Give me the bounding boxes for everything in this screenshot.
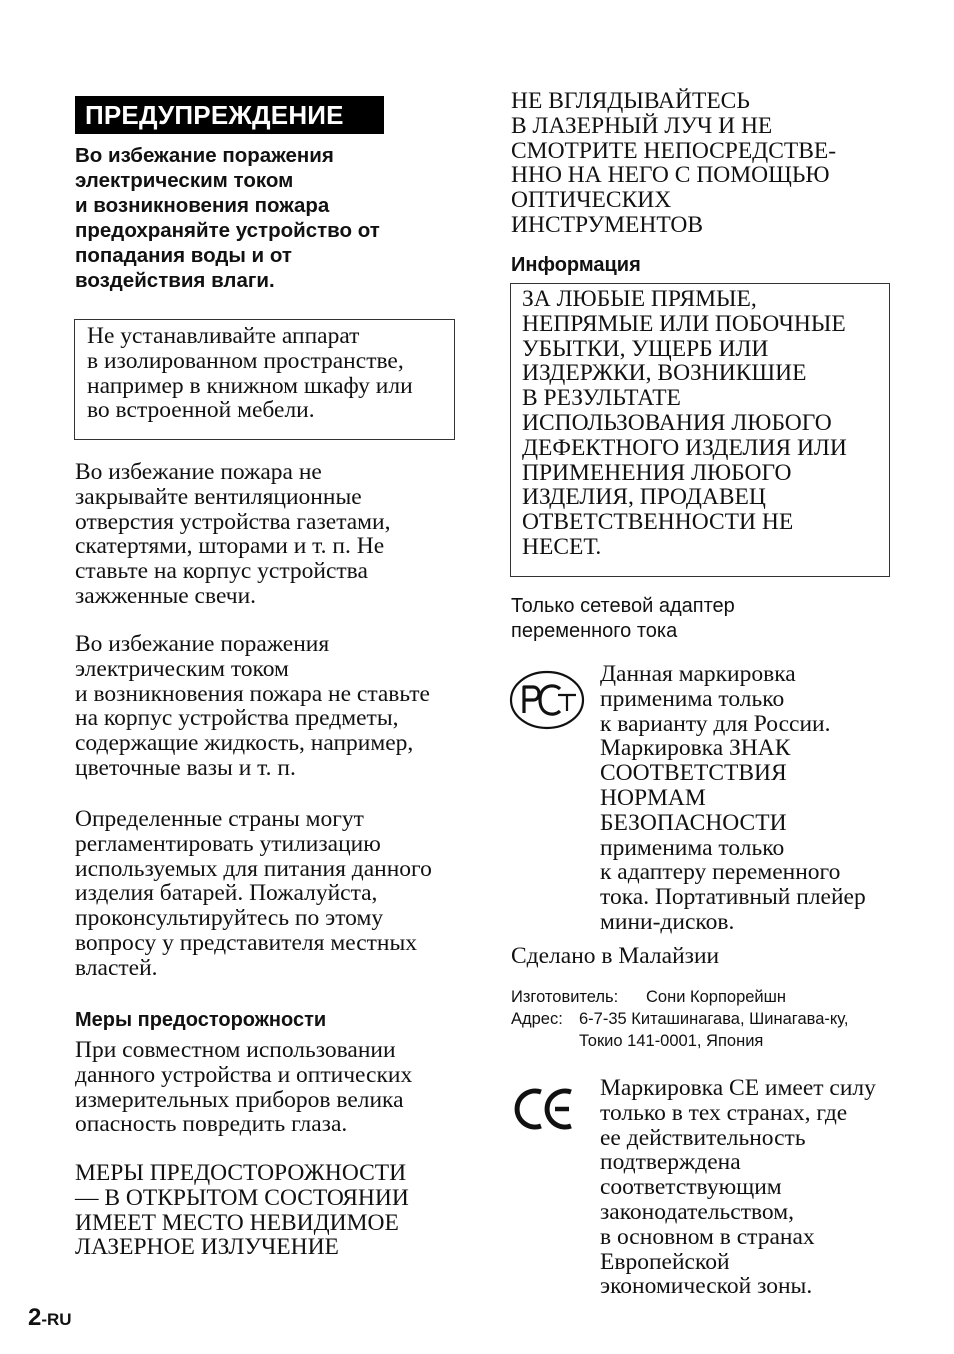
page-number-value: 2 <box>28 1304 42 1331</box>
pct-certification-logo <box>508 669 586 731</box>
address-label: Адрес: <box>511 1010 563 1028</box>
manufacturer-label: Изготовитель: <box>511 988 619 1006</box>
precautions-caps-text: МЕРЫ ПРЕДОСТОРОЖНОСТИ — В ОТКРЫТОМ СОСТОЯНИИ ИМЕЕТ МЕСТО НЕВИДИМОЕ ЛАЗЕРНОЕ ИЗЛУЧЕНИЕ <box>75 1160 409 1261</box>
ce-mark-text: Маркировка CE имеет силу только в тех странах, где ее действительность подтверждена соответствующим законодательством, в основном в странах Европейской экономической зоны. <box>600 1075 876 1300</box>
manufacturer-info <box>511 986 848 1052</box>
warning-title: ПРЕДУПРЕЖДЕНИЕ <box>75 96 384 134</box>
precautions-heading: Меры предосторожности <box>75 1009 327 1031</box>
adapter-note: Только сетевой адаптер переменного тока <box>511 595 735 642</box>
page-number <box>28 1304 72 1332</box>
laser-warning-caps: НЕ ВГЛЯДЫВАЙТЕСЬ В ЛАЗЕРНЫЙ ЛУЧ И НЕ СМОТРИТЕ НЕПОСРЕДСТВЕ- ННО НА НЕГО С ПОМОЩЬЮ ОПТИЧЕСКИХ ИНСТРУМЕНТОВ <box>511 88 837 238</box>
address-value: 6-7-35 Киташинагава, Шинагава-ку, Токио 141-0001, Япония <box>579 1010 849 1050</box>
manufacturer-value: Сони Корпорейшн <box>646 988 787 1006</box>
info-heading: Информация <box>511 254 641 276</box>
fire-warning-paragraph: Во избежание пожара не закрывайте вентиляционные отверстия устройства газетами, скатертями, шторами и т. п. Не ставьте на корпус устройства зажженные свечи. <box>75 459 391 609</box>
battery-disposal-paragraph: Определенные страны могут регламентировать утилизацию используемых для питания данного изделия батарей. Пожалуйста, проконсультируйтесь по этому вопросу у представителя местных властей. <box>75 806 432 981</box>
page-number-suffix: -RU <box>41 1310 72 1329</box>
ce-mark-logo <box>513 1084 577 1132</box>
info-box-text: ЗА ЛЮБЫЕ ПРЯМЫЕ, НЕПРЯМЫЕ ИЛИ ПОБОЧНЫЕ УБЫТКИ, УЩЕРБ ИЛИ ИЗДЕРЖКИ, ВОЗНИКШИЕ В РЕЗУЛЬТАТЕ ИСПОЛЬЗОВАНИЯ ЛЮБОГО ДЕФЕКТНОГО ИЗДЕЛИЯ ИЛИ ПРИМЕНЕНИЯ ЛЮБОГО ИЗДЕЛИЯ, ПРОДАВЕЦ ОТВЕТСТВЕННОСТИ НЕ НЕСЕТ. <box>522 286 847 560</box>
install-notice-text: Не устанавливайте аппарат в изолированном пространстве, например в книжном шкафу или во встроенной мебели. <box>87 323 413 424</box>
made-in-text: Сделано в Малайзии <box>511 943 720 969</box>
shock-warning-paragraph: Во избежание поражения электрическим током и возникновения пожара не ставьте на корпус устройства предметы, содержащие жидкость, например, цветочные вазы и т. п. <box>75 631 430 781</box>
install-notice-box <box>74 319 455 440</box>
precautions-text: При совместном использовании данного устройства и оптических измерительных приборов велика опасность повредить глаза. <box>75 1037 413 1138</box>
pct-mark-text: Данная маркировка применима только к варианту для России. Маркировка ЗНАК СООТВЕТСТВИЯ НОРМАМ БЕЗОПАСНОСТИ применима только к адаптеру переменного тока. Портативный плейер мини-дисков. <box>600 661 866 935</box>
info-box <box>510 283 890 577</box>
warning-text: Во избежание поражения электрическим током и возникновения пожара предохраняйте устройство от попадания воды и от воздействия влаги. <box>75 144 380 292</box>
